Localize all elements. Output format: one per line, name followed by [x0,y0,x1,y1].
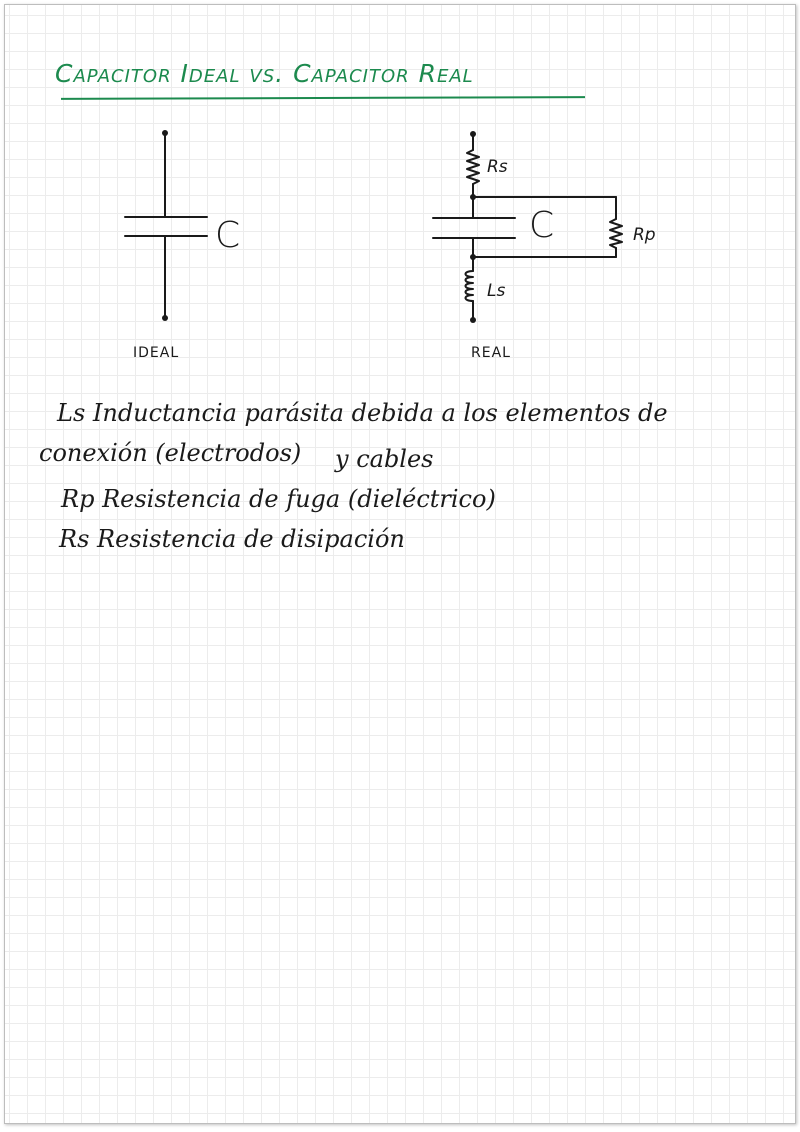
ideal-caption: IDEAL [133,345,180,361]
ls-label: Ls [487,281,506,301]
real-terminal-top [470,131,476,137]
note-ls-line1: Ls Inductancia parásita debida a los elementos de [57,399,668,427]
real-capacitor-schematic [433,134,622,320]
note-rp-line: Rp Resistencia de fuga (dieléctrico) [61,485,496,513]
rs-label: Rs [487,157,508,177]
note-rs-line: Rs Resistencia de disipación [59,525,405,553]
ideal-terminal-bottom [162,315,168,321]
page-title: Capacitor Ideal vs. Capacitor Real [55,59,474,88]
real-node-bottom [470,254,476,260]
notebook-page [4,4,796,1124]
rp-resistor-symbol [610,219,622,248]
ideal-capacitor-schematic [125,133,207,318]
ideal-terminal-top [162,130,168,136]
ideal-capacitor-label: C [215,215,241,256]
real-capacitor-label: C [529,205,555,246]
real-caption: REAL [471,345,511,361]
note-ls-line2b: y cables [335,445,434,473]
real-node-top [470,194,476,200]
circuit-diagrams [5,5,795,1123]
ls-inductor-symbol [466,271,474,301]
rs-resistor-symbol [467,150,479,184]
real-terminal-bottom [470,317,476,323]
rp-label: Rp [633,225,656,245]
note-ls-line2a: conexión (electrodos) [39,439,302,467]
